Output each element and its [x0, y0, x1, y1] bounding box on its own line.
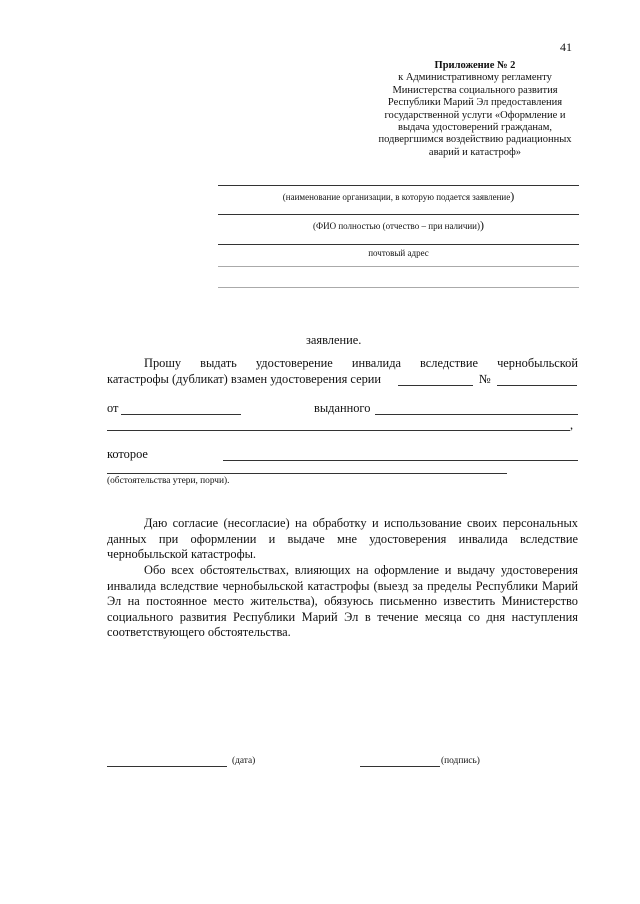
- circumstances-caption: (обстоятельства утери, порчи).: [107, 476, 230, 486]
- appendix-line: государственной услуги «Оформление и: [384, 109, 566, 121]
- series-field[interactable]: [398, 385, 473, 386]
- address-caption: почтовый адрес: [368, 248, 429, 258]
- date-label: (дата): [232, 756, 256, 766]
- comma: ,: [570, 418, 574, 432]
- fio-line[interactable]: [218, 214, 579, 215]
- request-line-1: Прошу выдать удостоверение инвалида вследствие чернобыльской: [144, 356, 578, 370]
- appendix-line: выдача удостоверений гражданам,: [398, 122, 552, 134]
- appendix-line: Министерства социального развития: [392, 84, 558, 96]
- fio-caption: (ФИО полностью (отчество – при наличии)): [312, 218, 484, 232]
- date-field[interactable]: [107, 766, 227, 767]
- which-label: которое: [107, 447, 148, 461]
- address-line[interactable]: [218, 244, 579, 245]
- issued-field[interactable]: [375, 414, 578, 415]
- appendix-block: [372, 60, 578, 159]
- request-line-2: катастрофы (дубликат) взамен удостоверения серии: [107, 372, 382, 386]
- issued-label: выданного: [314, 401, 371, 415]
- page-number: 41: [560, 40, 572, 54]
- organization-line[interactable]: [218, 185, 579, 186]
- organization-caption: (наименование организации, в которую подается заявление): [282, 189, 515, 203]
- appendix-line: Республики Марий Эл предоставления: [387, 97, 563, 109]
- signature-label: (подпись): [441, 756, 480, 766]
- number-field[interactable]: [497, 385, 577, 386]
- address-line-3[interactable]: [218, 287, 579, 288]
- circumstances-field-continued[interactable]: [107, 473, 507, 474]
- appendix-line: аварий и катастроф»: [428, 146, 522, 158]
- appendix-line: к Административному регламенту: [398, 72, 552, 84]
- circumstances-field[interactable]: [223, 460, 578, 461]
- obligation-paragraph: Обо всех обстоятельствах, влияющих на оформление и выдачу удостоверения инвалида вследствие чернобыльской катастрофы (выезд за пределы Республики Марий Эл на постоянное место жительства), обязуюсь письменно известить Министерство социального развития Республики Марий Эл в течение месяца со дня наступления соответствующего обстоятельства.: [107, 563, 578, 640]
- signature-field[interactable]: [360, 766, 440, 767]
- number-sign: №: [479, 372, 491, 386]
- address-line-2[interactable]: [218, 266, 579, 267]
- issued-field-continued[interactable]: [107, 430, 570, 431]
- consent-paragraph: Даю согласие (несогласие) на обработку и использование своих персональных данных при оформлении и выдаче мне удостоверения инвалида вследствие чернобыльской катастрофы.: [107, 516, 578, 562]
- appendix-line: подвергшимся воздействию радиационных: [378, 134, 572, 146]
- from-field[interactable]: [121, 414, 241, 415]
- from-label: от: [107, 401, 119, 415]
- appendix-title: Приложение № 2: [434, 60, 516, 71]
- document-heading: заявление.: [306, 333, 362, 347]
